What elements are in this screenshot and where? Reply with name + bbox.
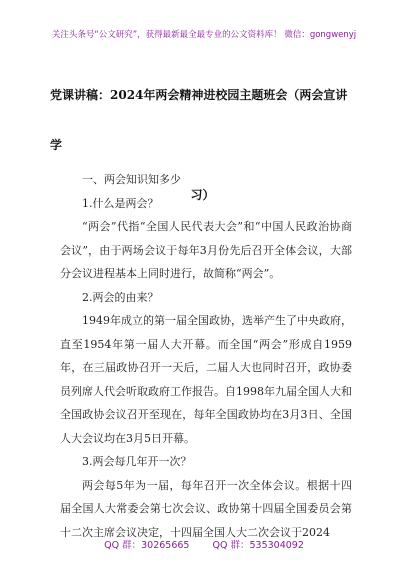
footer-qq-group-1: QQ 群：30265665: [104, 540, 190, 551]
question-2: 2.两会的由来？: [82, 290, 159, 304]
answer-3: 两会每5年为一届，每年召开一次全体会议。根据十四届全国人大常委会第七次会议、政协第十四届全国委员会第十二次主席会议决定，十四届全国人大二次会议于2024: [60, 478, 352, 539]
title-line-2: 习）: [190, 188, 215, 202]
answer-1: “两会”代指“全国人民代表大会”和“中国人民政治协商会议”，由于两场会议于每年3月份先后召开全体会议，大部分会议进程基本上同时进行，故简称“两会”。: [60, 220, 352, 280]
question-3: 3.两会每几年开一次？: [82, 455, 192, 468]
title-line-1: 党课讲稿：2024年两会精神进校园主题班会（两会宣讲学: [50, 88, 348, 152]
answer-2: 1949年成立的第一届全国政协，选举产生了中央政府，直至1954年第一届人大开幕。而全国“两会”形成自1959年，在三届政协召开一天后，二届人大也同时召开，政协委员列席人代会听取政府工作报告。自1998年九届全国人大和全国政协会议召开至现在，每年全国政协均在3月3日、全国人大会议均在3月5日开幕。: [60, 314, 352, 445]
header-note: 关注头条号“公文研究”，获得最新最全最专业的公文资料库！ 微信：gongwenyj: [51, 30, 357, 40]
footer-qq-group-2: QQ 群：535304092: [212, 540, 304, 551]
footer: [0, 537, 408, 551]
section-heading: 一、两会知识知多少: [82, 173, 181, 186]
question-1: 1.什么是两会？: [82, 196, 159, 210]
document-body: [60, 168, 352, 544]
